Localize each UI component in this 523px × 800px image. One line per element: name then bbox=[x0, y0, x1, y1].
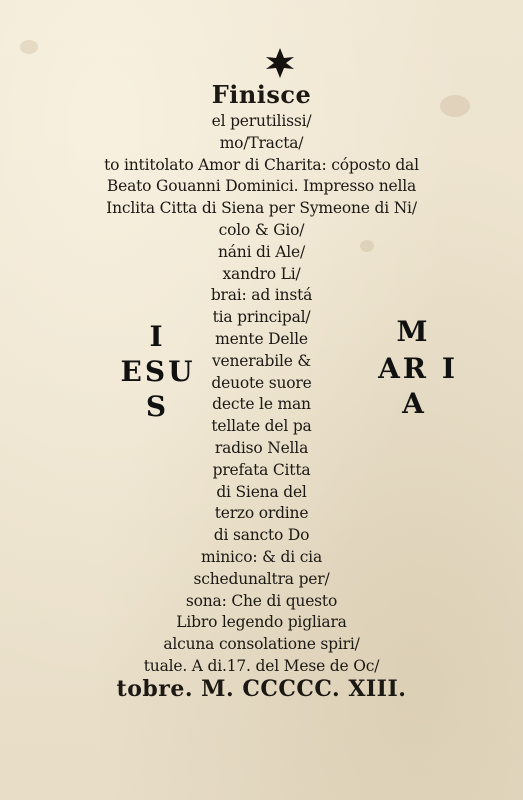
colophon-line: terzo ordine bbox=[214, 504, 309, 523]
colophon-line: mo/Tracta/ bbox=[219, 133, 304, 152]
colophon-line: Inclita Citta di Siena per Symeone di Ni/ bbox=[106, 199, 417, 218]
monogram-right-top: M bbox=[396, 315, 428, 348]
monogram-left-bottom: S bbox=[145, 390, 167, 423]
colophon-line: Beato Gouanni Dominici. Impresso nella bbox=[106, 177, 417, 196]
colophon-line: alcuna consolatione spiri/ bbox=[163, 635, 360, 654]
colophon-line: schedunaltra per/ bbox=[193, 569, 330, 588]
colophon-line: to intitolato Amor di Charita: cóposto dal bbox=[104, 155, 419, 174]
colophon-line: colo & Gio/ bbox=[218, 221, 305, 239]
colophon-line: venerabile & bbox=[211, 351, 312, 370]
colophon-line: xandro Li/ bbox=[222, 264, 301, 283]
colophon-line: tellate del pa bbox=[211, 417, 312, 436]
colophon-title: Finisce bbox=[211, 80, 312, 109]
paper-stain bbox=[20, 40, 38, 54]
colophon-line: radiso Nella bbox=[214, 439, 309, 457]
colophon-line: Libro legendo pigliara bbox=[176, 613, 347, 632]
colophon-line: prefata Citta bbox=[212, 460, 311, 479]
colophon-line: minico: & di cia bbox=[201, 548, 322, 566]
colophon-line: decte le man bbox=[212, 395, 311, 414]
colophon-line: el perutilissi/ bbox=[211, 112, 312, 130]
colophon-line: di sancto Do bbox=[213, 526, 310, 545]
monogram-right-bottom: A bbox=[402, 387, 424, 420]
colophon-line: mente Delle bbox=[215, 330, 308, 348]
colophon-line: brai: ad instá bbox=[210, 286, 313, 305]
monogram-left-top: I bbox=[149, 320, 163, 353]
colophon-line: náni di Ale/ bbox=[217, 242, 306, 261]
colophon-line: sona: Che di questo bbox=[185, 591, 338, 610]
colophon-date-line: tobre. M. CCCCC. XIII. bbox=[116, 676, 407, 702]
colophon-line: tuale. A di.17. del Mese de Oc/ bbox=[143, 657, 380, 675]
colophon-line: di Siena del bbox=[216, 482, 307, 501]
colophon-line: deuote suore bbox=[211, 373, 312, 392]
monogram-left-middle: ESU bbox=[120, 355, 196, 388]
monogram-right-middle: AR I bbox=[378, 352, 458, 385]
colophon-line: tia principal/ bbox=[212, 308, 311, 327]
cross-icon bbox=[263, 46, 297, 80]
